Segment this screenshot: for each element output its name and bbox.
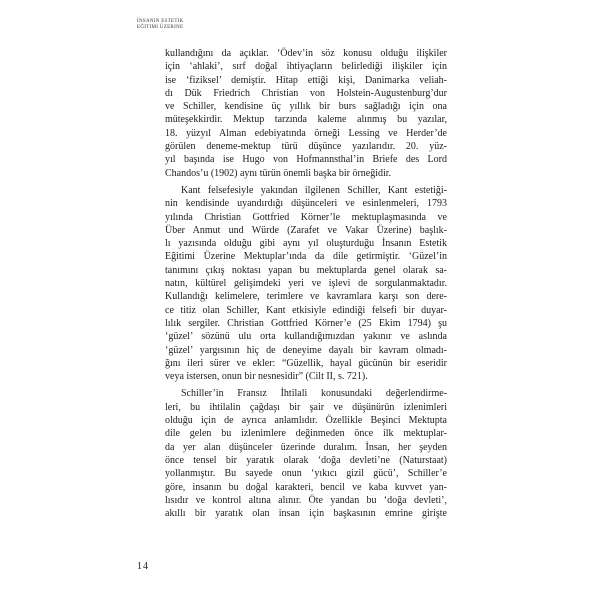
- text-line: ce titiz olan Schiller, Kant etkisiyle edindiği felsefi bir duyar-: [165, 304, 447, 316]
- paragraph-3: [165, 387, 447, 520]
- text-line: lı yazısında olduğu gibi aynı yıl oluşturduğu İnsanın Estetik: [165, 238, 447, 250]
- text-line: kullandığını da açıklar. ‘Ödev’in söz konusu olduğu ilişkiler: [165, 48, 447, 59]
- text-line: nin kendisinde uyandırdığı düşünceleri ve esinlenmeleri, 1793: [165, 198, 447, 210]
- text-line: dile gelen bu izlenimlere değinmeden önce ilk mektuplar-: [165, 428, 447, 440]
- paragraph-1: [165, 47, 447, 180]
- text-line: yıl başında ise Hugo von Hofmannsthal’in Briefe des Lord: [165, 154, 447, 166]
- text-line: da yer alan düşünceler üzerinde duralım. İnsan, her şeyden: [165, 441, 447, 453]
- running-head-line-1: İNSANIN ESTETIK: [137, 19, 184, 24]
- page-number: 14: [137, 561, 149, 572]
- text-line: görülen deneme-mektup türü düşünce yazılarıdır. 20. yüz-: [165, 141, 447, 153]
- running-head: [137, 19, 184, 31]
- paragraph-2: [165, 184, 447, 383]
- text-line: lılık sergiler. Christian Gottfried Körner’e (25 Ekim 1794) şu: [165, 317, 447, 329]
- text-line: müteşekkirdir. Mektup tarzında kaleme alınmış bu yazılar,: [165, 114, 447, 126]
- text-line: ‘güzel’ yargısının hiç de deneyime dayalı bir kavram olmadı-: [165, 344, 447, 356]
- text-line: Kullandığı kelimelere, terimlere ve kavramlara karşı son dere-: [165, 291, 447, 303]
- running-head-line-2: EĞITIMI ÜZERINE: [137, 25, 184, 30]
- text-line: göre, insanın bu doğal karakteri, bencil ve kaba kuvvet yan-: [165, 481, 447, 493]
- text-line: natın, kültürel gelişimdeki yeri ve işlevi de sorgulanmaktadır.: [165, 278, 447, 290]
- text-line: yılında Christian Gottfried Körner’le mektuplaşmasında ve: [165, 211, 447, 223]
- text-line: yollanmıştır. Bu sayede onun ‘yıkıcı gizil gücü’, Schiller’e: [165, 468, 447, 480]
- text-line: veya istersen, onun bir nesnesidir” (Cilt II, s. 721).: [165, 371, 368, 383]
- text-line: dı Dük Friedrich Christian von Holstein-Augustenburg’dur: [165, 87, 447, 99]
- body-text: [165, 47, 447, 520]
- text-line: ğını ileri sürer ve ekler: “Güzellik, hayal gücünün bir eseridir: [165, 357, 447, 369]
- text-line: olduğu için de ayrıca anlamlıdır. Özellikle Beşinci Mektupta: [165, 415, 447, 427]
- text-line: için ‘ahlaki’, sırf doğal ihtiyaçların belirlediği ilişkiler için: [165, 61, 447, 73]
- text-line: lısıdır ve kontrol altına alınır. Öte yandan bu ‘doğa devleti’,: [165, 494, 447, 506]
- text-line: Über Anmut und Würde (Zarafet ve Vakar Üzerine) başlık-: [165, 224, 447, 236]
- text-line: Eğitimi Üzerine Mektuplar’ında da dile getirmiştir. ‘Güzel’in: [165, 251, 447, 263]
- text-line: ise ‘fiziksel’ demiştir. Hitap ettiği kişi, Danimarka veliah-: [165, 74, 447, 86]
- text-line: leri, bu ihtilalin çağdaşı bir şair ve düşünürün izlenimleri: [165, 401, 447, 413]
- text-line: ‘güzel’ sözünü ulu orta kullandığımızdan yakınır ve aslında: [165, 331, 447, 343]
- text-line: 18. yüzyıl Alman edebiyatında örneği Lessing ve Herder’de: [165, 127, 447, 139]
- text-line: Kant felsefesiyle yakından ilgilenen Schiller, Kant estetiği-: [181, 184, 447, 196]
- text-line: ve Schiller, kendisine üç yıllık bir burs sağladığı için ona: [165, 101, 447, 113]
- text-line: Chandos’u (1902) aynı türün önemli başka bir örneğidir.: [165, 167, 392, 179]
- text-line: önce tensel bir yaratık olarak ‘doğa devleti’ne (Naturstaat): [165, 454, 447, 466]
- text-line: tanımını çıkış noktası yapan bu mektuplarda genel olarak sa-: [165, 264, 447, 276]
- text-line: akıllı bir yaratık olan insan için başkasının emrine girişte: [165, 508, 447, 520]
- text-line: Schiller’in Fransız İhtilali konusundaki değerlendirme-: [181, 388, 447, 400]
